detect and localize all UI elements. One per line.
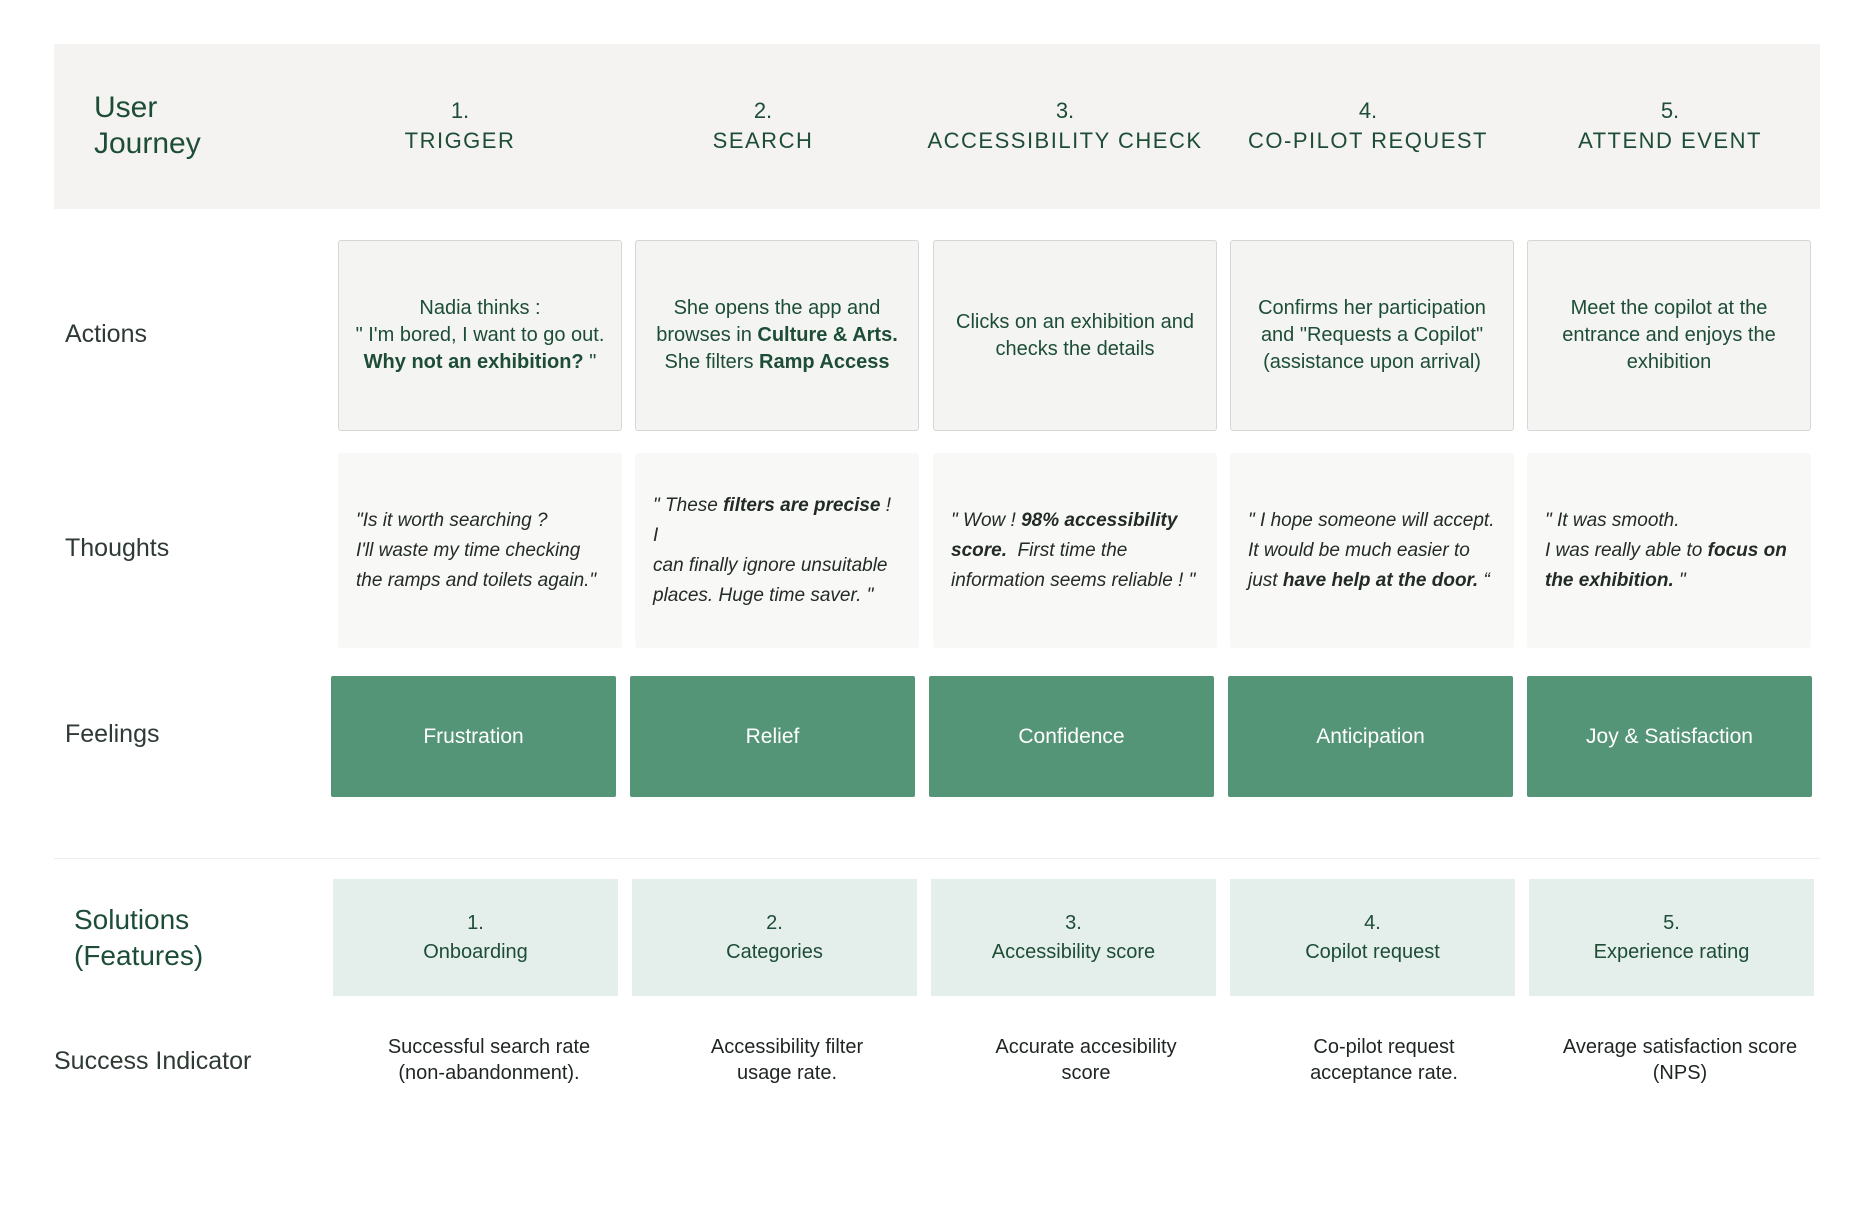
solution-experience-rating: 5. Experience rating — [1529, 879, 1814, 996]
thought-card: " These filters are precise ! I can finally ignore unsuitable places. Huge time saver. " — [635, 453, 919, 648]
row-label-success-indicator: Success Indicator — [54, 1047, 252, 1075]
thought-card: "Is it worth searching ? I'll waste my time checking the ramps and toilets again." — [338, 453, 622, 648]
success-indicator: Average satisfaction score (NPS) — [1562, 1036, 1798, 1084]
stage-trigger: 1. TRIGGER — [404, 98, 516, 153]
section-divider — [54, 858, 1820, 859]
action-card: Clicks on an exhibition and checks the details — [933, 240, 1217, 431]
action-card: She opens the app and browses in Culture & Arts. She filters Ramp Access — [635, 240, 919, 431]
action-card: Confirms her participation and "Requests a Copilot" (assistance upon arrival) — [1230, 240, 1514, 431]
user-journey-title: User Journey — [94, 91, 201, 160]
row-label-thoughts: Thoughts — [65, 534, 170, 562]
feeling-confidence: Confidence — [929, 676, 1214, 797]
success-indicator: Accurate accesibility score — [995, 1036, 1177, 1084]
stage-copilot-request: 4. CO-PILOT REQUEST — [1248, 98, 1488, 153]
stage-search: 2. SEARCH — [712, 98, 814, 153]
thought-card: " I hope someone will accept. It would be much easier to just have help at the door. “ — [1230, 453, 1514, 648]
success-indicator: Successful search rate (non-abandonment). — [387, 1036, 591, 1084]
stage-attend-event: 5. ATTEND EVENT — [1578, 98, 1762, 153]
stage-accessibility-check: 3. ACCESSIBILITY CHECK — [927, 98, 1203, 153]
solution-onboarding: 1. Onboarding — [333, 879, 618, 996]
action-card: Nadia thinks : " I'm bored, I want to go out. Why not an exhibition? " — [338, 240, 622, 431]
row-label-feelings: Feelings — [65, 720, 160, 748]
feeling-frustration: Frustration — [331, 676, 616, 797]
solution-categories: 2. Categories — [632, 879, 917, 996]
action-card: Meet the copilot at the entrance and enjoys the exhibition — [1527, 240, 1811, 431]
thought-card: " Wow ! 98% accessibility score. First time the information seems reliable ! " — [933, 453, 1217, 648]
feeling-relief: Relief — [630, 676, 915, 797]
solution-accessibility-score: 3. Accessibility score — [931, 879, 1216, 996]
feeling-anticipation: Anticipation — [1228, 676, 1513, 797]
feeling-joy-satisfaction: Joy & Satisfaction — [1527, 676, 1812, 797]
thought-card: " It was smooth. I was really able to focus on the exhibition. " — [1527, 453, 1811, 648]
solution-copilot-request: 4. Copilot request — [1230, 879, 1515, 996]
success-indicator: Co-pilot request acceptance rate. — [1310, 1036, 1458, 1084]
row-label-actions: Actions — [65, 320, 147, 348]
success-indicator: Accessibility filter usage rate. — [710, 1036, 864, 1084]
solutions-title: Solutions (Features) — [74, 904, 204, 971]
